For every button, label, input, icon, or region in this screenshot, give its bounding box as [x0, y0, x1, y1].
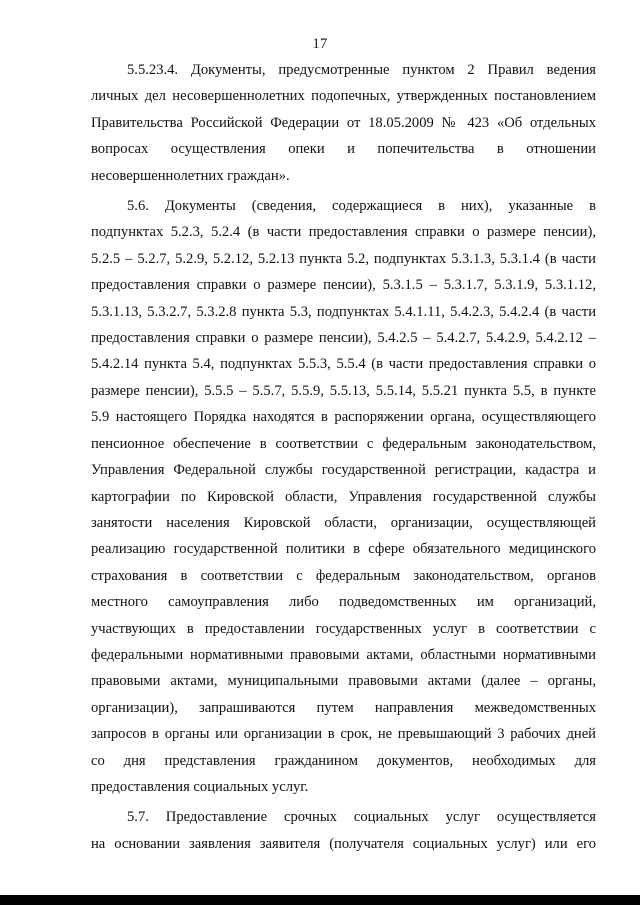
text-line: местного самоуправления либо подведомственных им организаций, — [91, 594, 596, 611]
text-line: 5.7. Предоставление срочных социальных услуг осуществляется — [127, 809, 596, 826]
text-line: 5.9 настоящего Порядка находятся в распоряжении органа, осуществляющего — [91, 409, 596, 426]
text-line: участвующих в предоставлении государственных услуг в соответствии с — [91, 620, 596, 637]
text-line: запросов в органы или организации в срок, не превышающий 3 рабочих дней — [91, 726, 596, 743]
text-line: Управления Федеральной службы государственной регистрации, кадастра и — [91, 462, 596, 479]
text-line: на основании заявления заявителя (получателя социальных услуг) или его — [91, 835, 596, 852]
text-line: размере пенсии), 5.5.5 – 5.5.7, 5.5.9, 5.5.13, 5.5.14, 5.5.21 пункта 5.5, в пункте — [91, 382, 596, 399]
text-line: организации), запрашиваются путем направления межведомственных — [91, 699, 596, 716]
text-line: федеральными нормативными правовыми актами, областными нормативными — [91, 646, 596, 663]
text-line: страхования в соответствии с федеральным законодательством, органов — [91, 567, 596, 584]
paragraph-5-7 — [91, 804, 596, 857]
paragraph-5-6 — [91, 193, 596, 800]
text-line: пенсионное обеспечение в соответствии с федеральным законодательством, — [91, 435, 596, 452]
text-line: 5.5.23.4. Документы, предусмотренные пунктом 2 Правил ведения — [127, 62, 596, 78]
document-body — [91, 57, 596, 857]
text-line: 5.2.5 – 5.2.7, 5.2.9, 5.2.12, 5.2.13 пункта 5.2, подпунктах 5.3.1.3, 5.3.1.4 (в части — [91, 250, 596, 267]
text-line: личных дел несовершеннолетних подопечных, утвержденных постановлением — [91, 88, 596, 105]
text-line: картографии по Кировской области, Управления государственной службы — [91, 488, 596, 505]
text-line: реализацию государственной политики в сфере обязательного медицинского — [91, 541, 596, 558]
text-line: предоставления социальных услуг. — [91, 778, 309, 795]
text-line: несовершеннолетних граждан». — [91, 167, 290, 184]
text-line: правовыми актами, муниципальными правовыми актами (далее – органы, — [91, 673, 596, 690]
text-line: 5.3.1.13, 5.3.2.7, 5.3.2.8 пункта 5.3, подпунктах 5.4.1.11, 5.4.2.3, 5.4.2.4 (в части — [91, 303, 596, 320]
paragraph-5-5-23-4 — [91, 57, 596, 189]
text-line: 5.4.2.14 пункта 5.4, подпунктах 5.5.3, 5.5.4 (в части предоставления справки о — [91, 356, 596, 373]
text-line: со дня представления гражданином документов, необходимых для — [91, 752, 596, 769]
text-line: предоставления справки о размере пенсии), 5.3.1.5 – 5.3.1.7, 5.3.1.9, 5.3.1.12, — [91, 277, 596, 294]
page-number: 17 — [312, 36, 328, 52]
text-line: Правительства Российской Федерации от 18.05.2009 № 423 «Об отдельных — [91, 114, 596, 131]
text-line: предоставления справки о размере пенсии), 5.4.2.5 – 5.4.2.7, 5.4.2.9, 5.4.2.12 – — [91, 330, 596, 347]
text-line: занятости населения Кировской области, организации, осуществляющей — [91, 514, 596, 531]
scan-bottom-edge — [0, 895, 640, 905]
text-line: вопросах осуществления опеки и попечительства в отношении — [91, 141, 596, 158]
text-line: 5.6. Документы (сведения, содержащиеся в них), указанные в — [127, 198, 596, 215]
text-line: подпунктах 5.2.3, 5.2.4 (в части предоставления справки о размере пенсии), — [91, 224, 596, 241]
